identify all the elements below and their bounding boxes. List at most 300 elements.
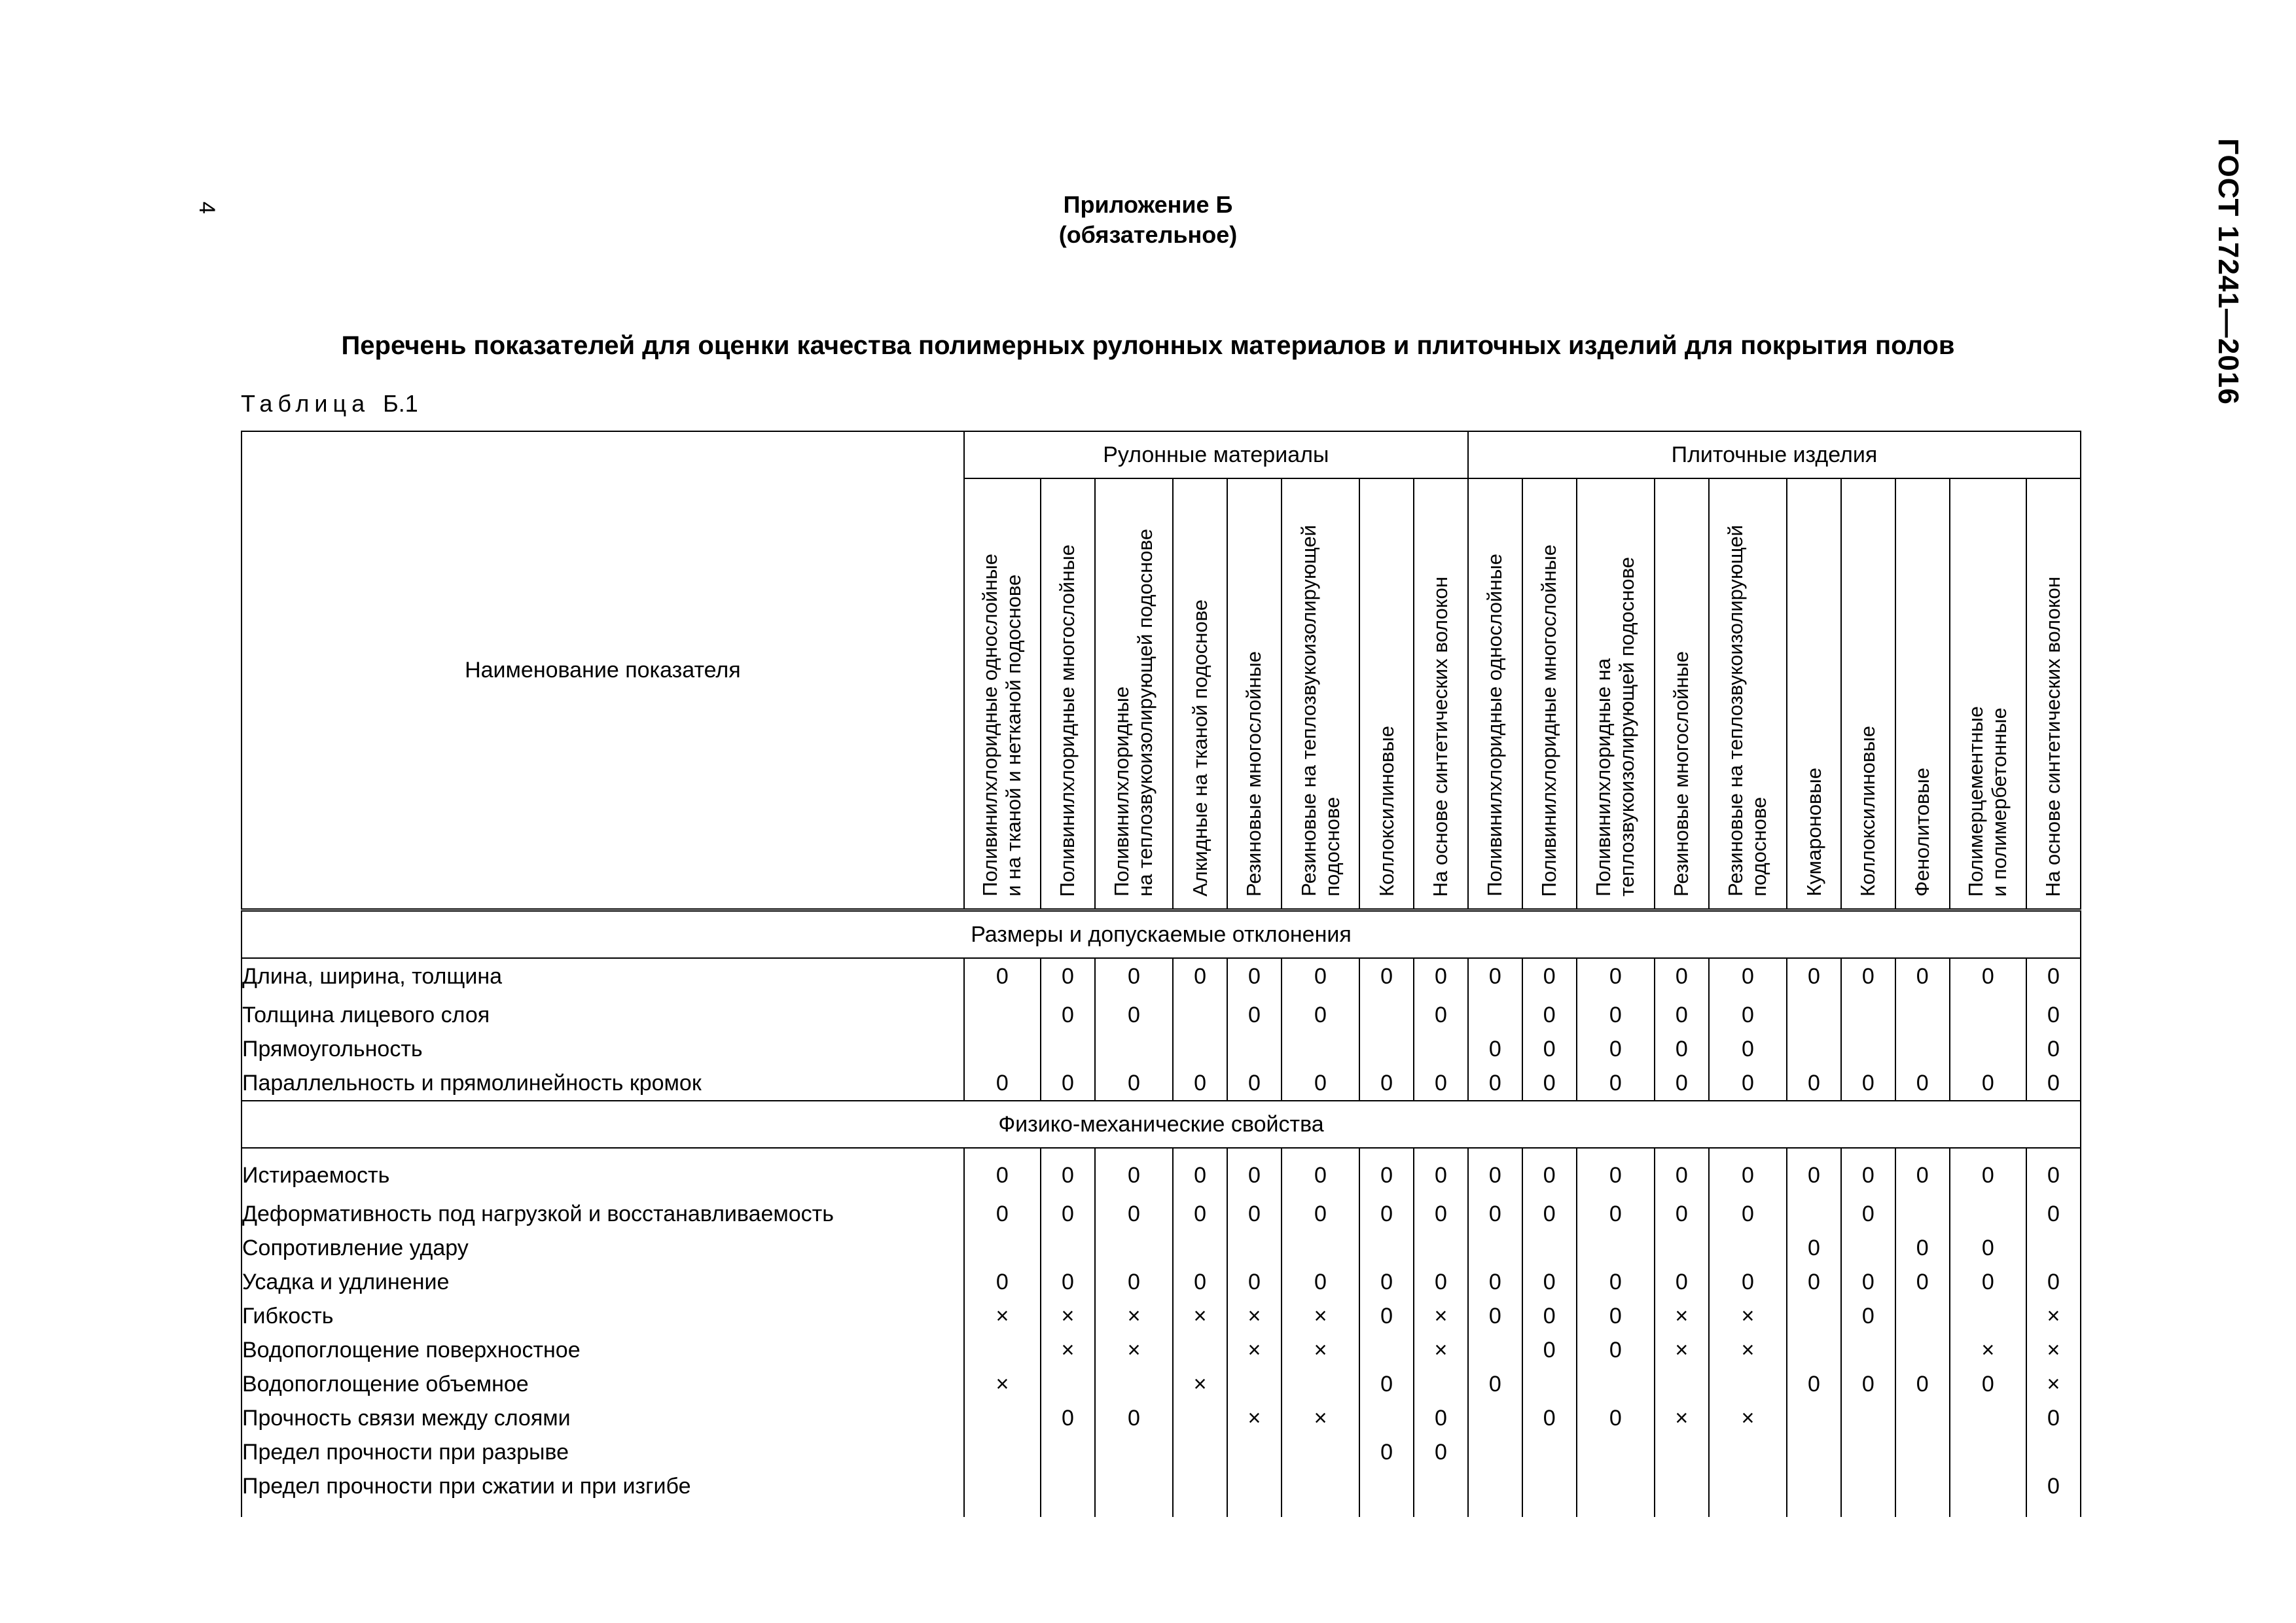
table-cell xyxy=(1655,1367,1709,1401)
table-cell xyxy=(1359,1032,1414,1066)
table-cell xyxy=(1468,1469,1522,1503)
column-header xyxy=(1227,478,1282,910)
table-cell xyxy=(1895,1401,1950,1435)
page-number: 4 xyxy=(194,202,219,214)
table-cell: 0 xyxy=(2026,1469,2081,1503)
table-cell: 0 xyxy=(1841,1197,1895,1231)
indicator-name: Толщина лицевого слоя xyxy=(242,998,964,1032)
indicator-name: Предел прочности при сжатии и при изгибе xyxy=(242,1469,964,1503)
table-cell: 0 xyxy=(1095,1158,1173,1197)
table-cell: × xyxy=(2026,1299,2081,1333)
column-header xyxy=(1577,478,1655,910)
table-cell: × xyxy=(1414,1299,1468,1333)
table-cell xyxy=(1787,1299,1841,1333)
table-cell xyxy=(1950,1197,2026,1231)
indicator-name: Водопоглощение объемное xyxy=(242,1367,964,1401)
table-cell xyxy=(1950,1469,2026,1503)
table-cell: 0 xyxy=(1173,1158,1227,1197)
column-header-label: Кумароновые xyxy=(1802,768,1825,897)
table-cell: 0 xyxy=(1655,1158,1709,1197)
table-cell: 0 xyxy=(1522,1333,1577,1367)
table-cell xyxy=(1841,998,1895,1032)
table-cell: 0 xyxy=(1522,958,1577,998)
table-cell: 0 xyxy=(1787,1066,1841,1101)
table-cell xyxy=(1468,1231,1522,1265)
table-cell: 0 xyxy=(1359,1158,1414,1197)
table-cell: 0 xyxy=(1841,1066,1895,1101)
table-cell: 0 xyxy=(1414,1401,1468,1435)
table-cell: 0 xyxy=(1655,1197,1709,1231)
table-cell xyxy=(1173,1231,1227,1265)
table-cell: 0 xyxy=(1359,1299,1414,1333)
table-cell: 0 xyxy=(1950,1367,2026,1401)
indicator-name: Сопротивление удару xyxy=(242,1231,964,1265)
table-cell xyxy=(1841,1401,1895,1435)
column-header-label: Поливинилхлоридные на теплозвукоизолирующей подоснове xyxy=(1592,557,1639,897)
table-cell: 0 xyxy=(1950,1066,2026,1101)
table-cell: 0 xyxy=(1468,1367,1522,1401)
table-cell xyxy=(1577,1469,1655,1503)
indicator-name: Деформативность под нагрузкой и восстанавливаемость xyxy=(242,1197,964,1231)
table-cell: 0 xyxy=(1282,958,1359,998)
table-row xyxy=(242,1333,2081,1367)
table-cell: 0 xyxy=(1227,958,1282,998)
table-cell xyxy=(1655,1435,1709,1469)
table-cell: 0 xyxy=(1709,1158,1787,1197)
table-cell: 0 xyxy=(1655,1032,1709,1066)
column-header-label: Поливинилхлоридные однослойные и на тканой и нетканой подоснове xyxy=(978,554,1026,897)
table-row xyxy=(242,1435,2081,1469)
table-cell xyxy=(1950,1299,2026,1333)
table-cell xyxy=(1173,1469,1227,1503)
table-cell: 0 xyxy=(1655,1066,1709,1101)
indicator-name: Прочность связи между слоями xyxy=(242,1401,964,1435)
table-cell: × xyxy=(1227,1333,1282,1367)
table-cell: × xyxy=(1173,1299,1227,1333)
column-header xyxy=(1709,478,1787,910)
table-row xyxy=(242,1299,2081,1333)
table-cell xyxy=(1414,1469,1468,1503)
table-cell: 0 xyxy=(1522,1032,1577,1066)
table-cell: 0 xyxy=(1414,1158,1468,1197)
table-cell: 0 xyxy=(1282,998,1359,1032)
table-cell xyxy=(1709,1469,1787,1503)
table-cell: 0 xyxy=(1359,1265,1414,1299)
table-cell: 0 xyxy=(1468,1265,1522,1299)
table-cell xyxy=(1173,1435,1227,1469)
table-cell xyxy=(1709,1231,1787,1265)
table-cell: 0 xyxy=(2026,958,2081,998)
table-cell xyxy=(1282,1032,1359,1066)
table-cell xyxy=(1950,1435,2026,1469)
table-cell xyxy=(1173,1032,1227,1066)
table-cell xyxy=(1173,1333,1227,1367)
table-cell: 0 xyxy=(1577,1299,1655,1333)
table-cell: 0 xyxy=(1841,1158,1895,1197)
column-header-label: Резиновые на теплозвукоизолирующей подоснове xyxy=(1724,525,1771,897)
column-header-label: Алкидные на тканой подоснове xyxy=(1188,599,1211,897)
table-cell: 0 xyxy=(1787,1367,1841,1401)
table-cell xyxy=(1787,1401,1841,1435)
table-cell xyxy=(1227,1469,1282,1503)
table-cell: 0 xyxy=(964,1265,1041,1299)
table-cell xyxy=(1282,1367,1359,1401)
table-cell: 0 xyxy=(1895,1158,1950,1197)
table-cell xyxy=(1359,1469,1414,1503)
table-cell xyxy=(1282,1231,1359,1265)
table-cell xyxy=(1787,1333,1841,1367)
table-cell: 0 xyxy=(1522,998,1577,1032)
table-cell xyxy=(1522,1469,1577,1503)
table-cell: 0 xyxy=(1041,1401,1095,1435)
table-cell xyxy=(1359,1231,1414,1265)
column-header-label: Резиновые на теплозвукоизолирующей подоснове xyxy=(1297,525,1344,897)
table-row xyxy=(242,1469,2081,1503)
table-cell: 0 xyxy=(1655,958,1709,998)
table-cell: × xyxy=(1709,1333,1787,1367)
table-cell xyxy=(1577,1231,1655,1265)
table-cell: 0 xyxy=(1414,1066,1468,1101)
table-cell: 0 xyxy=(1041,1158,1095,1197)
table-cell xyxy=(964,1032,1041,1066)
table-cell: 0 xyxy=(1468,958,1522,998)
table-cell xyxy=(1895,1469,1950,1503)
column-header xyxy=(1041,478,1095,910)
table-cell xyxy=(964,1401,1041,1435)
indicator-name: Гибкость xyxy=(242,1299,964,1333)
column-header-label: На основе синтетических волокон xyxy=(1429,576,1452,897)
standard-designation: ГОСТ 17241—2016 xyxy=(2212,138,2244,405)
table-cell: 0 xyxy=(1577,1066,1655,1101)
table-row xyxy=(242,1367,2081,1401)
table-cell: 0 xyxy=(1841,1299,1895,1333)
column-header xyxy=(1841,478,1895,910)
table-cell: 0 xyxy=(1359,1197,1414,1231)
table-cell: 0 xyxy=(1227,1158,1282,1197)
table-cell: 0 xyxy=(1095,1066,1173,1101)
table-cell xyxy=(1041,1435,1095,1469)
column-header-label: Фенолитовые xyxy=(1910,768,1934,897)
column-header-label: Резиновые многослойные xyxy=(1242,651,1266,897)
table-cell: × xyxy=(1709,1401,1787,1435)
table-cell xyxy=(1227,1367,1282,1401)
table-cell: 0 xyxy=(1841,1367,1895,1401)
column-header xyxy=(964,478,1041,910)
table-cell: 0 xyxy=(1041,1197,1095,1231)
table-cell xyxy=(1841,1469,1895,1503)
table-cell: 0 xyxy=(1841,958,1895,998)
table-row xyxy=(242,1066,2081,1101)
table-row xyxy=(242,1158,2081,1197)
table-cell: 0 xyxy=(2026,1265,2081,1299)
table-cell: 0 xyxy=(1950,1158,2026,1197)
table-cell: 0 xyxy=(1787,1265,1841,1299)
table-cell: 0 xyxy=(1095,1401,1173,1435)
table-cell xyxy=(1468,1401,1522,1435)
table-cell: 0 xyxy=(1787,958,1841,998)
table-cell: 0 xyxy=(964,958,1041,998)
table-cell: 0 xyxy=(1041,958,1095,998)
table-cell: 0 xyxy=(1709,1032,1787,1066)
column-header xyxy=(1173,478,1227,910)
table-cell: × xyxy=(1095,1333,1173,1367)
table-cell: × xyxy=(1655,1401,1709,1435)
name-column-header: Наименование показателя xyxy=(242,431,964,910)
indicator-name: Прямоугольность xyxy=(242,1032,964,1066)
table-cell xyxy=(964,1231,1041,1265)
table-cell: 0 xyxy=(1895,1231,1950,1265)
table-cell: 0 xyxy=(964,1066,1041,1101)
table-cell xyxy=(1841,1231,1895,1265)
table-cell: × xyxy=(1414,1333,1468,1367)
appendix-heading xyxy=(0,190,2296,250)
table-cell: 0 xyxy=(1709,958,1787,998)
table-cell xyxy=(1895,1299,1950,1333)
table-cell xyxy=(1655,1231,1709,1265)
table-cell: × xyxy=(1173,1367,1227,1401)
table-cell: × xyxy=(2026,1367,2081,1401)
table-cell: × xyxy=(1282,1333,1359,1367)
table-cell: 0 xyxy=(964,1197,1041,1231)
table-cell xyxy=(1173,998,1227,1032)
table-cell: × xyxy=(1282,1401,1359,1435)
table-cell xyxy=(1522,1367,1577,1401)
table-cell: 0 xyxy=(1227,998,1282,1032)
column-header-label: На основе синтетических волокон xyxy=(2041,576,2065,897)
table-cell: × xyxy=(1655,1299,1709,1333)
table-cell: × xyxy=(1041,1299,1095,1333)
table-cell: 0 xyxy=(1095,1197,1173,1231)
appendix-status: (обязательное) xyxy=(1058,221,1238,248)
table-cell xyxy=(1841,1333,1895,1367)
table-cell xyxy=(1095,1032,1173,1066)
table-cell: 0 xyxy=(1173,1197,1227,1231)
column-header xyxy=(1359,478,1414,910)
table-row xyxy=(242,1401,2081,1435)
table-cell xyxy=(1895,1197,1950,1231)
table-cell xyxy=(1041,1367,1095,1401)
table-cell xyxy=(2026,1435,2081,1469)
indicator-name: Истираемость xyxy=(242,1158,964,1197)
indicator-name: Водопоглощение поверхностное xyxy=(242,1333,964,1367)
indicator-name: Предел прочности при разрыве xyxy=(242,1435,964,1469)
section-header: Физико-механические свойства xyxy=(242,1101,2081,1148)
table-cell: × xyxy=(1227,1299,1282,1333)
table-cell: × xyxy=(1227,1401,1282,1435)
table-cell xyxy=(1227,1231,1282,1265)
table-cell: 0 xyxy=(1359,1435,1414,1469)
section-header: Размеры и допускаемые отклонения xyxy=(242,910,2081,959)
table-cell: 0 xyxy=(1095,1265,1173,1299)
column-header-label: Поливинилхлоридные многослойные xyxy=(1056,544,1079,897)
table-cell: 0 xyxy=(1655,1265,1709,1299)
table-cell: 0 xyxy=(1173,1066,1227,1101)
table-cell: 0 xyxy=(1522,1197,1577,1231)
table-cell: 0 xyxy=(1041,1066,1095,1101)
table-cell xyxy=(964,1333,1041,1367)
table-cell: 0 xyxy=(1282,1197,1359,1231)
table-cell xyxy=(1095,1469,1173,1503)
table-cell: 0 xyxy=(1414,958,1468,998)
column-header xyxy=(1282,478,1359,910)
table-cell: 0 xyxy=(1227,1066,1282,1101)
table-cell: 0 xyxy=(1282,1066,1359,1101)
table-cell xyxy=(1787,1197,1841,1231)
table-cell xyxy=(1095,1435,1173,1469)
document-title: Перечень показателей для оценки качества полимерных рулонных материалов и плиточных изделий для покрытия полов xyxy=(341,331,1955,360)
table-cell xyxy=(1895,1435,1950,1469)
table-cell xyxy=(1950,1032,2026,1066)
column-header xyxy=(1414,478,1468,910)
column-header xyxy=(1787,478,1841,910)
table-cell: × xyxy=(964,1299,1041,1333)
table-cell: 0 xyxy=(1709,1197,1787,1231)
table-cell: 0 xyxy=(1414,1265,1468,1299)
table-cell: 0 xyxy=(1041,998,1095,1032)
table-cell: 0 xyxy=(1414,1435,1468,1469)
table-cell xyxy=(1041,1231,1095,1265)
appendix-title: Приложение Б xyxy=(1063,191,1233,218)
column-header xyxy=(1095,478,1173,910)
table-cell: × xyxy=(964,1367,1041,1401)
table-cell: 0 xyxy=(2026,1066,2081,1101)
table-cell: 0 xyxy=(1173,1265,1227,1299)
table-cell xyxy=(1787,1435,1841,1469)
column-header xyxy=(2026,478,2081,910)
table-row xyxy=(242,1197,2081,1231)
table-cell: 0 xyxy=(1227,1197,1282,1231)
table-cell: × xyxy=(1709,1299,1787,1333)
table-cell: 0 xyxy=(1577,1197,1655,1231)
table-cell: 0 xyxy=(1522,1299,1577,1333)
table-cell: × xyxy=(1041,1333,1095,1367)
table-cell: 0 xyxy=(1841,1265,1895,1299)
table-cell: 0 xyxy=(1577,998,1655,1032)
table-cell: 0 xyxy=(1522,1066,1577,1101)
table-cell xyxy=(1895,1032,1950,1066)
indicators-table xyxy=(241,431,2081,1517)
table-cell: 0 xyxy=(1577,1265,1655,1299)
table-cell: 0 xyxy=(1359,958,1414,998)
table-cell xyxy=(1522,1435,1577,1469)
indicator-name: Параллельность и прямолинейность кромок xyxy=(242,1066,964,1101)
table-cell: 0 xyxy=(1577,958,1655,998)
table-cell xyxy=(964,1469,1041,1503)
table-cell xyxy=(1468,998,1522,1032)
group-header: Рулонные материалы xyxy=(964,431,1468,478)
column-header-label: Поливинилхлоридные на теплозвукоизолирующей подоснове xyxy=(1110,529,1157,897)
table-cell: 0 xyxy=(2026,998,2081,1032)
table-cell: 0 xyxy=(1414,1197,1468,1231)
table-cell: 0 xyxy=(1655,998,1709,1032)
column-header xyxy=(1468,478,1522,910)
table-cell xyxy=(1950,998,2026,1032)
table-cell xyxy=(1895,998,1950,1032)
table-cell: × xyxy=(1655,1333,1709,1367)
table-cell xyxy=(1709,1435,1787,1469)
table-cell xyxy=(964,1435,1041,1469)
table-row xyxy=(242,998,2081,1032)
table-cell: 0 xyxy=(2026,1032,2081,1066)
column-header-label: Коллоксилиновые xyxy=(1374,726,1398,897)
table-cell xyxy=(1414,1367,1468,1401)
table-cell xyxy=(1095,1231,1173,1265)
table-cell: 0 xyxy=(1577,1158,1655,1197)
table-cell: 0 xyxy=(1895,1265,1950,1299)
table-cell xyxy=(2026,1231,2081,1265)
table-cell xyxy=(1041,1032,1095,1066)
table-cell: 0 xyxy=(1414,998,1468,1032)
table-cell: 0 xyxy=(1709,998,1787,1032)
table-caption-prefix: Таблица xyxy=(241,390,370,417)
column-header-label: Поливинилхлоридные многослойные xyxy=(1537,544,1561,897)
table-cell: 0 xyxy=(1709,1066,1787,1101)
table-cell: × xyxy=(1282,1299,1359,1333)
table-cell: 0 xyxy=(1173,958,1227,998)
column-header-label: Поливинилхлоридные однослойные xyxy=(1483,554,1507,897)
table-cell xyxy=(1787,998,1841,1032)
table-cell xyxy=(1895,1333,1950,1367)
table-cell xyxy=(1577,1435,1655,1469)
table-cell: 0 xyxy=(1359,1367,1414,1401)
table-cell xyxy=(1227,1032,1282,1066)
table-row xyxy=(242,1032,2081,1066)
table-cell: 0 xyxy=(1787,1231,1841,1265)
table-cell: 0 xyxy=(2026,1197,2081,1231)
table-cell xyxy=(1468,1333,1522,1367)
table-cell: × xyxy=(2026,1333,2081,1367)
table-row xyxy=(242,958,2081,998)
table-cell xyxy=(1359,1333,1414,1367)
column-header-label: Резиновые многослойные xyxy=(1670,651,1693,897)
table-cell: 0 xyxy=(1468,1197,1522,1231)
table-cell: 0 xyxy=(1468,1066,1522,1101)
indicator-name: Длина, ширина, толщина xyxy=(242,958,964,998)
table-cell: 0 xyxy=(1522,1265,1577,1299)
table-cell: 0 xyxy=(1359,1066,1414,1101)
table-cell: 0 xyxy=(2026,1401,2081,1435)
table-cell: 0 xyxy=(1787,1158,1841,1197)
table-cell: 0 xyxy=(1522,1401,1577,1435)
table-cell: 0 xyxy=(1468,1158,1522,1197)
table-cell: 0 xyxy=(1895,1367,1950,1401)
table-cell xyxy=(1359,998,1414,1032)
table-cell: 0 xyxy=(1468,1032,1522,1066)
table-cell xyxy=(1709,1367,1787,1401)
table-cell: 0 xyxy=(2026,1158,2081,1197)
table-cell: 0 xyxy=(964,1158,1041,1197)
column-header xyxy=(1655,478,1709,910)
table-cell xyxy=(1522,1231,1577,1265)
table-cell xyxy=(1227,1435,1282,1469)
table-cell xyxy=(1950,1401,2026,1435)
table-cell: 0 xyxy=(1895,958,1950,998)
table-row xyxy=(242,1231,2081,1265)
table-cell xyxy=(1359,1401,1414,1435)
table-caption-number: Б.1 xyxy=(383,390,418,417)
table-cell xyxy=(1041,1469,1095,1503)
table-cell: 0 xyxy=(1577,1032,1655,1066)
column-header-label: Полимерцементные и полимербетонные xyxy=(1964,705,2011,897)
table-cell xyxy=(1282,1435,1359,1469)
table-cell: 0 xyxy=(1227,1265,1282,1299)
table-cell xyxy=(1787,1032,1841,1066)
column-header xyxy=(1895,478,1950,910)
table-cell xyxy=(1841,1435,1895,1469)
table-cell xyxy=(1282,1469,1359,1503)
table-cell: × xyxy=(1950,1333,2026,1367)
table-cell: 0 xyxy=(1522,1158,1577,1197)
